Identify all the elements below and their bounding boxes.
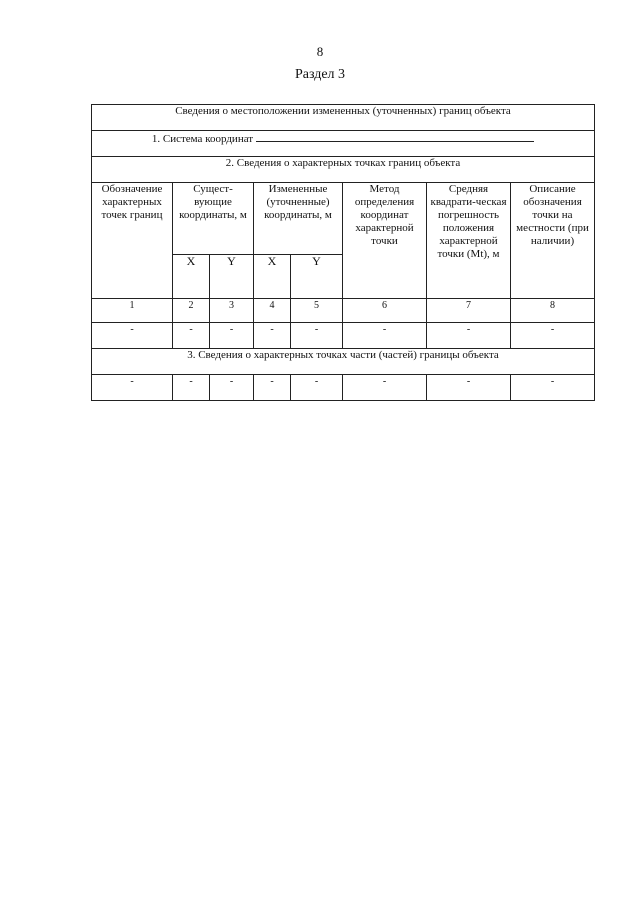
table-cell: - bbox=[210, 375, 254, 401]
table-title: Сведения о местоположении измененных (уточненных) границ объекта bbox=[92, 105, 595, 131]
header-rms-error: Средняя квадрати-ческая погрешность положения характерной точки (Mt), м bbox=[427, 183, 511, 299]
column-number: 7 bbox=[427, 299, 511, 323]
coordinate-system-label: 1. Система координат bbox=[151, 133, 254, 145]
column-number: 1 bbox=[92, 299, 173, 323]
section-title: Раздел 3 bbox=[294, 67, 346, 82]
table-cell: - bbox=[343, 375, 427, 401]
subsection-2-title: 2. Сведения о характерных точках границ объекта bbox=[92, 157, 595, 183]
column-number: 6 bbox=[343, 299, 427, 323]
table-cell: - bbox=[291, 323, 343, 349]
header-existing-coordinates: Сущест-вующие координаты, м bbox=[173, 183, 254, 255]
table-cell: - bbox=[92, 323, 173, 349]
table-cell: - bbox=[254, 323, 291, 349]
table-row bbox=[92, 375, 595, 401]
table-cell: - bbox=[291, 375, 343, 401]
header-changed-x: X bbox=[254, 255, 291, 299]
table-cell: - bbox=[254, 375, 291, 401]
column-numbers-row bbox=[92, 299, 595, 323]
column-number: 8 bbox=[511, 299, 595, 323]
header-point-description: Описание обозначения точки на местности (при наличии) bbox=[511, 183, 595, 299]
table-cell: - bbox=[210, 323, 254, 349]
table-cell: - bbox=[427, 323, 511, 349]
table-cell: - bbox=[511, 375, 595, 401]
header-changed-coordinates: Измененные (уточненные) координаты, м bbox=[254, 183, 343, 255]
column-number: 4 bbox=[254, 299, 291, 323]
header-existing-y: Y bbox=[210, 255, 254, 299]
column-number: 3 bbox=[210, 299, 254, 323]
table-cell: - bbox=[511, 323, 595, 349]
header-point-designation: Обозначение характерных точек границ bbox=[92, 183, 173, 299]
header-changed-y: Y bbox=[291, 255, 343, 299]
table-cell: - bbox=[343, 323, 427, 349]
subsection-3-title: 3. Сведения о характерных точках части (частей) границы объекта bbox=[92, 349, 595, 375]
table-cell: - bbox=[173, 375, 210, 401]
header-existing-x: X bbox=[173, 255, 210, 299]
coordinate-system-blank bbox=[256, 131, 534, 142]
table-cell: - bbox=[173, 323, 210, 349]
boundary-info-table bbox=[91, 104, 595, 401]
table-row bbox=[92, 323, 595, 349]
coordinate-system-row bbox=[92, 131, 595, 157]
column-number: 2 bbox=[173, 299, 210, 323]
page-number: 8 bbox=[316, 44, 324, 59]
table-cell: - bbox=[92, 375, 173, 401]
header-method: Метод определения координат характерной точки bbox=[343, 183, 427, 299]
column-number: 5 bbox=[291, 299, 343, 323]
table-cell: - bbox=[427, 375, 511, 401]
